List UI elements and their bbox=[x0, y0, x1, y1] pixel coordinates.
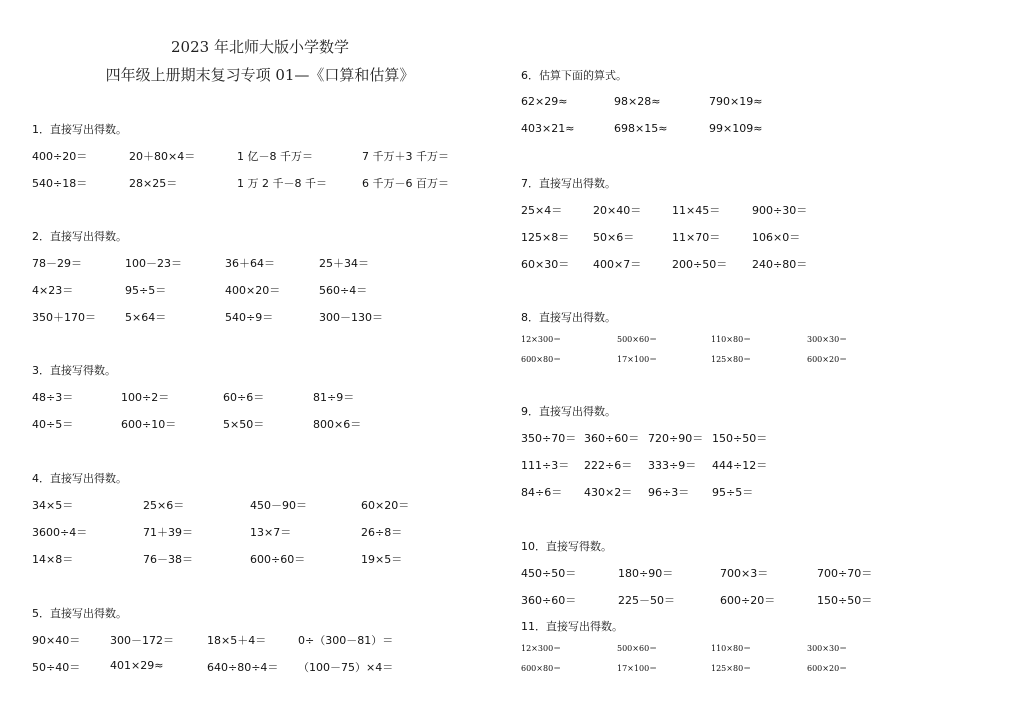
math-problem: 110×80＝ bbox=[711, 335, 752, 344]
math-problem: 222÷6＝ bbox=[584, 459, 633, 472]
math-problem: 350÷70＝ bbox=[521, 432, 577, 445]
math-problem: 600×20＝ bbox=[807, 664, 848, 673]
math-problem: 25×4＝ bbox=[521, 204, 563, 217]
section-heading: 2．直接写出得数。 bbox=[32, 230, 127, 243]
math-problem: 333÷9＝ bbox=[648, 459, 697, 472]
math-problem: 13×7＝ bbox=[250, 526, 292, 539]
math-problem: 71＋39＝ bbox=[143, 526, 193, 539]
math-problem: 100÷2＝ bbox=[121, 391, 170, 404]
math-problem: 600×20＝ bbox=[807, 355, 848, 364]
math-problem: 360÷60＝ bbox=[521, 594, 577, 607]
math-problem: 14×8＝ bbox=[32, 553, 74, 566]
math-problem: 34×5＝ bbox=[32, 499, 74, 512]
math-problem: 48÷3＝ bbox=[32, 391, 74, 404]
math-problem: 25×6＝ bbox=[143, 499, 185, 512]
math-problem: 100－23＝ bbox=[125, 257, 182, 270]
math-problem: 18×5＋4＝ bbox=[207, 634, 267, 647]
math-problem: 900÷30＝ bbox=[752, 204, 808, 217]
section-heading: 1．直接写出得数。 bbox=[32, 123, 127, 136]
math-problem: 26÷8＝ bbox=[361, 526, 403, 539]
math-problem: 84÷6＝ bbox=[521, 486, 563, 499]
math-problem: 600÷60＝ bbox=[250, 553, 306, 566]
math-problem: 700×3＝ bbox=[720, 567, 769, 580]
page-subtitle: 四年级上册期末复习专项 01—《口算和估算》 bbox=[105, 66, 415, 84]
math-problem: （100－75）×4＝ bbox=[298, 661, 394, 674]
section-heading: 4．直接写出得数。 bbox=[32, 472, 127, 485]
math-problem: 800×6＝ bbox=[313, 418, 362, 431]
math-problem: 300×30＝ bbox=[807, 644, 848, 653]
math-problem: 225－50＝ bbox=[618, 594, 675, 607]
math-problem: 90×40＝ bbox=[32, 634, 81, 647]
math-problem: 60×30＝ bbox=[521, 258, 570, 271]
math-problem: 600÷10＝ bbox=[121, 418, 177, 431]
math-problem: 300－172＝ bbox=[110, 634, 174, 647]
math-problem: 640÷80÷4＝ bbox=[207, 661, 279, 674]
math-problem: 20×40＝ bbox=[593, 204, 642, 217]
math-problem: 17×100＝ bbox=[617, 355, 658, 364]
math-problem: 4×23＝ bbox=[32, 284, 74, 297]
math-problem: 600÷20＝ bbox=[720, 594, 776, 607]
math-problem: 540÷18＝ bbox=[32, 177, 88, 190]
math-problem: 125×80＝ bbox=[711, 664, 752, 673]
math-problem: 200÷50＝ bbox=[672, 258, 728, 271]
math-problem: 62×29≈ bbox=[521, 95, 568, 108]
math-problem: 1 万 2 千－8 千＝ bbox=[237, 177, 327, 190]
math-problem: 6 千万－6 百万＝ bbox=[362, 177, 449, 190]
math-problem: 40÷5＝ bbox=[32, 418, 74, 431]
math-problem: 110×80＝ bbox=[711, 644, 752, 653]
math-problem: 150÷50＝ bbox=[817, 594, 873, 607]
math-problem: 5×50＝ bbox=[223, 418, 265, 431]
section-heading: 5．直接写出得数。 bbox=[32, 607, 127, 620]
math-problem: 698×15≈ bbox=[614, 122, 668, 135]
math-problem: 106×0＝ bbox=[752, 231, 801, 244]
math-problem: 350＋170＝ bbox=[32, 311, 96, 324]
math-problem: 450－90＝ bbox=[250, 499, 307, 512]
section-heading: 6．估算下面的算式。 bbox=[521, 69, 627, 82]
math-problem: 150÷50＝ bbox=[712, 432, 768, 445]
math-problem: 3600÷4＝ bbox=[32, 526, 88, 539]
math-problem: 95÷5＝ bbox=[712, 486, 754, 499]
math-problem: 700÷70＝ bbox=[817, 567, 873, 580]
math-problem: 401×29≈ bbox=[110, 659, 164, 672]
section-heading: 7．直接写出得数。 bbox=[521, 177, 616, 190]
math-problem: 11×70＝ bbox=[672, 231, 721, 244]
math-problem: 600×80＝ bbox=[521, 355, 562, 364]
math-problem: 96÷3＝ bbox=[648, 486, 690, 499]
math-problem: 400×20＝ bbox=[225, 284, 281, 297]
math-problem: 20＋80×4＝ bbox=[129, 150, 196, 163]
math-problem: 360÷60＝ bbox=[584, 432, 640, 445]
math-problem: 125×8＝ bbox=[521, 231, 570, 244]
math-problem: 60÷6＝ bbox=[223, 391, 265, 404]
math-problem: 19×5＝ bbox=[361, 553, 403, 566]
math-problem: 81÷9＝ bbox=[313, 391, 355, 404]
math-problem: 720÷90＝ bbox=[648, 432, 704, 445]
section-heading: 3．直接写得数。 bbox=[32, 364, 116, 377]
math-problem: 0÷（300－81）＝ bbox=[298, 634, 394, 647]
math-problem: 17×100＝ bbox=[617, 664, 658, 673]
math-problem: 790×19≈ bbox=[709, 95, 763, 108]
math-problem: 400×7＝ bbox=[593, 258, 642, 271]
math-problem: 125×80＝ bbox=[711, 355, 752, 364]
section-heading: 8．直接写出得数。 bbox=[521, 311, 616, 324]
math-problem: 300×30＝ bbox=[807, 335, 848, 344]
math-problem: 111÷3＝ bbox=[521, 459, 570, 472]
math-problem: 240÷80＝ bbox=[752, 258, 808, 271]
math-problem: 78－29＝ bbox=[32, 257, 82, 270]
math-problem: 400÷20＝ bbox=[32, 150, 88, 163]
math-problem: 5×64＝ bbox=[125, 311, 167, 324]
math-problem: 600×80＝ bbox=[521, 664, 562, 673]
math-problem: 50÷40＝ bbox=[32, 661, 81, 674]
math-problem: 500×60＝ bbox=[617, 644, 658, 653]
math-problem: 444÷12＝ bbox=[712, 459, 768, 472]
math-problem: 560÷4＝ bbox=[319, 284, 368, 297]
math-problem: 50×6＝ bbox=[593, 231, 635, 244]
math-problem: 95÷5＝ bbox=[125, 284, 167, 297]
math-problem: 450÷50＝ bbox=[521, 567, 577, 580]
math-problem: 28×25＝ bbox=[129, 177, 178, 190]
math-problem: 540÷9＝ bbox=[225, 311, 274, 324]
math-problem: 300－130＝ bbox=[319, 311, 383, 324]
section-heading: 11．直接写出得数。 bbox=[521, 620, 623, 633]
math-problem: 98×28≈ bbox=[614, 95, 661, 108]
math-problem: 12×300＝ bbox=[521, 335, 562, 344]
section-heading: 9．直接写出得数。 bbox=[521, 405, 616, 418]
math-problem: 25＋34＝ bbox=[319, 257, 369, 270]
math-problem: 7 千万＋3 千万＝ bbox=[362, 150, 449, 163]
math-problem: 500×60＝ bbox=[617, 335, 658, 344]
math-problem: 403×21≈ bbox=[521, 122, 575, 135]
math-problem: 1 亿－8 千万＝ bbox=[237, 150, 313, 163]
math-problem: 36＋64＝ bbox=[225, 257, 275, 270]
math-problem: 11×45＝ bbox=[672, 204, 721, 217]
math-problem: 99×109≈ bbox=[709, 122, 763, 135]
math-problem: 60×20＝ bbox=[361, 499, 410, 512]
math-problem: 430×2＝ bbox=[584, 486, 633, 499]
math-problem: 180÷90＝ bbox=[618, 567, 674, 580]
section-heading: 10．直接写得数。 bbox=[521, 540, 612, 553]
math-problem: 12×300＝ bbox=[521, 644, 562, 653]
page-title: 2023 年北师大版小学数学 bbox=[171, 38, 349, 56]
math-problem: 76－38＝ bbox=[143, 553, 193, 566]
